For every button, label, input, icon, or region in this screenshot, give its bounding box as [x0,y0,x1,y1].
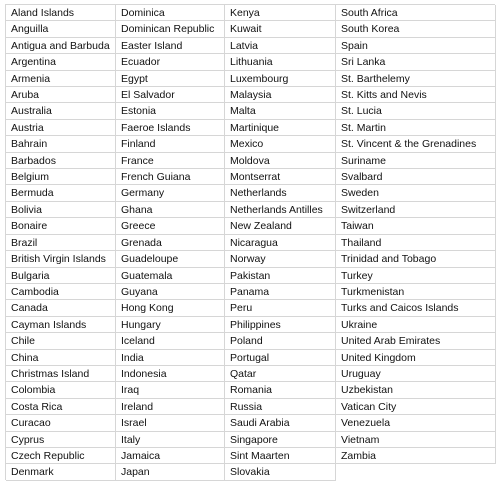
table-cell: Suriname [336,153,496,169]
table-cell: Romania [225,382,336,398]
table-cell: Lithuania [225,54,336,70]
table-cell: Belgium [6,169,116,185]
table-cell: Netherlands Antilles [225,202,336,218]
table-cell: Austria [6,120,116,136]
table-cell: Grenada [116,235,225,251]
table-cell: Curacao [6,415,116,431]
table-cell: Panama [225,284,336,300]
table-cell: St. Kitts and Nevis [336,87,496,103]
table-cell: Greece [116,218,225,234]
table-cell: St. Vincent & the Grenadines [336,136,496,152]
table-cell: Cambodia [6,284,116,300]
table-cell: New Zealand [225,218,336,234]
table-cell: St. Martin [336,120,496,136]
table-cell: Italy [116,432,225,448]
table-cell: Philippines [225,317,336,333]
table-cell: South Korea [336,21,496,37]
table-cell: Turks and Caicos Islands [336,300,496,316]
table-cell: Pakistan [225,268,336,284]
table-cell: Barbados [6,153,116,169]
table-cell: El Salvador [116,87,225,103]
table-cell: India [116,350,225,366]
table-cell: St. Barthelemy [336,71,496,87]
table-cell: Hungary [116,317,225,333]
table-cell: Mexico [225,136,336,152]
table-cell: Denmark [6,464,116,480]
table-cell: Anguilla [6,21,116,37]
table-cell: Kenya [225,5,336,21]
table-cell: United Arab Emirates [336,333,496,349]
table-cell: Ireland [116,399,225,415]
table-cell: Switzerland [336,202,496,218]
table-cell: Bulgaria [6,268,116,284]
table-cell: Czech Republic [6,448,116,464]
table-cell: France [116,153,225,169]
table-cell: Montserrat [225,169,336,185]
table-cell: Bahrain [6,136,116,152]
table-cell: Spain [336,38,496,54]
table-cell: Israel [116,415,225,431]
table-cell: Christmas Island [6,366,116,382]
table-cell: Uzbekistan [336,382,496,398]
table-cell: Finland [116,136,225,152]
table-cell: Hong Kong [116,300,225,316]
table-cell: British Virgin Islands [6,251,116,267]
table-cell: Canada [6,300,116,316]
table-cell: Russia [225,399,336,415]
table-cell: Portugal [225,350,336,366]
table-cell: Armenia [6,71,116,87]
table-cell: Latvia [225,38,336,54]
table-cell: Iceland [116,333,225,349]
table-cell: Egypt [116,71,225,87]
table-cell: Japan [116,464,225,480]
table-cell: Estonia [116,103,225,119]
table-cell: Zambia [336,448,496,464]
table-cell: United Kingdom [336,350,496,366]
table-cell: Ghana [116,202,225,218]
table-cell: Svalbard [336,169,496,185]
table-cell: Turkey [336,268,496,284]
country-table [5,4,495,480]
table-cell: Netherlands [225,185,336,201]
table-cell: Guadeloupe [116,251,225,267]
table-cell: South Africa [336,5,496,21]
table-cell: Malaysia [225,87,336,103]
table-cell: Dominican Republic [116,21,225,37]
table-cell: Bolivia [6,202,116,218]
table-cell: Sint Maarten [225,448,336,464]
empty-cell [336,464,496,480]
table-cell: Jamaica [116,448,225,464]
table-cell: Sweden [336,185,496,201]
table-cell: Cayman Islands [6,317,116,333]
table-cell: Kuwait [225,21,336,37]
table-cell: Sri Lanka [336,54,496,70]
table-cell: Dominica [116,5,225,21]
table-cell: Moldova [225,153,336,169]
table-cell: Qatar [225,366,336,382]
table-cell: French Guiana [116,169,225,185]
table-cell: Colombia [6,382,116,398]
table-cell: Ukraine [336,317,496,333]
table-cell: Iraq [116,382,225,398]
table-cell: Poland [225,333,336,349]
table-cell: Ecuador [116,54,225,70]
table-cell: Singapore [225,432,336,448]
table-cell: Chile [6,333,116,349]
table-cell: Uruguay [336,366,496,382]
table-cell: Cyprus [6,432,116,448]
table-cell: Guatemala [116,268,225,284]
table-cell: Argentina [6,54,116,70]
table-cell: Slovakia [225,464,336,480]
table-cell: China [6,350,116,366]
table-cell: Costa Rica [6,399,116,415]
table-cell: St. Lucia [336,103,496,119]
table-cell: Nicaragua [225,235,336,251]
table-cell: Vatican City [336,399,496,415]
table-cell: Guyana [116,284,225,300]
table-cell: Peru [225,300,336,316]
table-cell: Australia [6,103,116,119]
table-cell: Faeroe Islands [116,120,225,136]
table-cell: Norway [225,251,336,267]
table-cell: Aruba [6,87,116,103]
table-cell: Vietnam [336,432,496,448]
table-cell: Malta [225,103,336,119]
table-cell: Easter Island [116,38,225,54]
table-cell: Trinidad and Tobago [336,251,496,267]
table-cell: Venezuela [336,415,496,431]
table-cell: Antigua and Barbuda [6,38,116,54]
table-cell: Germany [116,185,225,201]
table-cell: Saudi Arabia [225,415,336,431]
table-cell: Indonesia [116,366,225,382]
table-cell: Thailand [336,235,496,251]
table-cell: Bermuda [6,185,116,201]
table-cell: Turkmenistan [336,284,496,300]
table-cell: Bonaire [6,218,116,234]
table-cell: Taiwan [336,218,496,234]
table-cell: Martinique [225,120,336,136]
table-cell: Brazil [6,235,116,251]
table-cell: Luxembourg [225,71,336,87]
table-cell: Aland Islands [6,5,116,21]
